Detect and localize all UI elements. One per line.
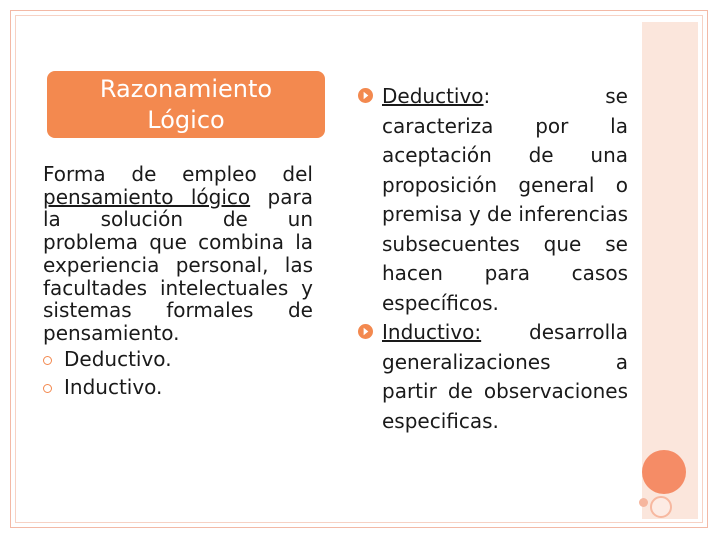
arrow-in-circle-icon: [358, 88, 373, 103]
slide-title: [100, 74, 272, 136]
title-box: [47, 71, 325, 138]
title-line-1: Razonamiento: [99, 74, 273, 103]
list-item-label: Inductivo.: [64, 374, 163, 399]
hollow-circle-icon: [43, 384, 52, 393]
deductive-colon: :: [483, 84, 491, 108]
hollow-circle-icon: [43, 356, 52, 365]
definition-text-underlined: pensamiento lógico: [43, 184, 251, 209]
list-item: [43, 373, 313, 401]
decorative-circle-large: [642, 450, 686, 494]
decorative-circle-medium: [650, 496, 672, 518]
deductive-description: se caracteriza por la aceptación de una proposición general o premisa y de inferencias subsecuentes que se hacen para casos específicos.: [382, 84, 628, 315]
left-column: [43, 163, 313, 401]
inductive-description: desarrolla generalizaciones a partir de observaciones especificas.: [382, 320, 628, 433]
inductive-item: [358, 318, 628, 436]
decorative-circle-small: [639, 498, 648, 507]
definition-text-pre: Forma de empleo del: [43, 162, 313, 186]
definition-text-post: para la solución de un problema que combina la experiencia personal, las facultades intelectuales y sistemas formales de pensamiento.: [43, 184, 313, 345]
list-item: [43, 345, 313, 373]
reasoning-types-list: [43, 345, 313, 401]
title-line-2: Lógico: [147, 105, 225, 134]
inductive-term: Inductivo:: [382, 320, 482, 344]
definition-paragraph: [43, 163, 313, 345]
list-item-label: Deductivo.: [64, 346, 172, 371]
deductive-item: [358, 82, 628, 318]
deductive-term: Deductivo: [382, 84, 484, 108]
right-column: [358, 82, 628, 436]
decorative-side-strip: [642, 22, 698, 519]
arrow-in-circle-icon: [358, 324, 373, 339]
